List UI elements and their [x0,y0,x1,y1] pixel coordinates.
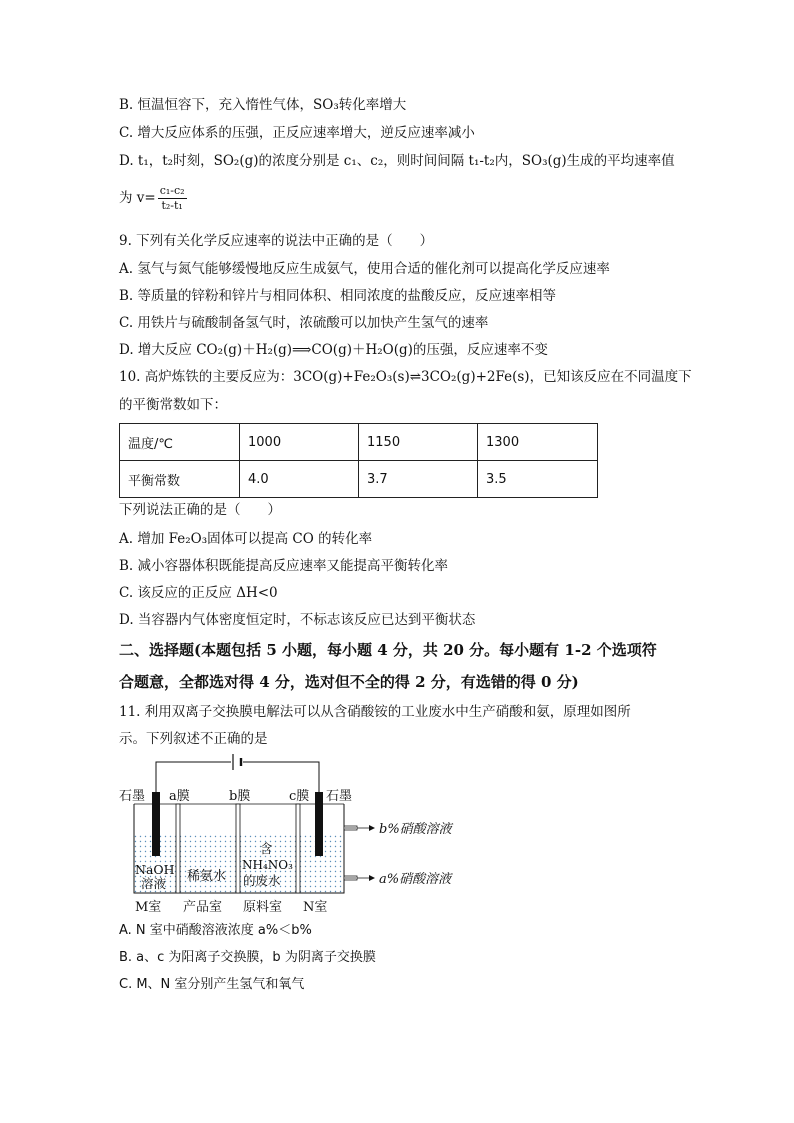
table-cell: 温度/℃ [120,424,240,461]
q8-fraction [158,184,187,213]
label-room-m: M室 [135,900,162,915]
label-outlet-bottom: a%硝酸溶液 [379,872,452,887]
q8-fraction-denominator: t₂-t₁ [161,199,183,212]
label-waste-ammonium-nitrate: NH₄NO₃ [242,858,293,872]
q10-option-d: D. 当容器内气体密度恒定时，不标志该反应已达到平衡状态 [119,612,476,628]
section-heading-line2: 合题意，全都选对得 4 分，选对但不全的得 2 分，有选错的得 0 分) [119,673,579,691]
section-heading-line1: 二、选择题(本题包括 5 小题，每小题 4 分，共 20 分。每小题有 1-2 个选项符 [119,641,657,659]
q8-fraction-numerator: c₁-c₂ [159,184,185,197]
q9-option-c: C. 用铁片与硫酸制备氢气时，浓硫酸可以加快产生氢气的速率 [119,315,489,331]
wire-right [243,762,319,792]
table-cell: 平衡常数 [120,461,240,498]
q9-option-a: A. 氢气与氮气能够缓慢地反应生成氨气，使用合适的催化剂可以提高化学反应速率 [119,261,610,277]
q11-option-b: B. a、c 为阳离子交换膜，b 为阴离子交换膜 [119,950,376,965]
label-dilute-ammonia: 稀氨水 [187,869,227,884]
q10-option-c: C. 该反应的正反应 ΔH<0 [119,585,278,601]
q10-stem-line2: 的平衡常数如下： [119,397,227,413]
label-outlet-top: b%硝酸溶液 [379,822,452,837]
table-cell: 3.5 [478,461,598,498]
graphite-electrode-right [315,792,323,856]
q9-option-b: B. 等质量的锌粉和锌片与相同体积、相同浓度的盐酸反应，反应速率相等 [119,288,557,304]
electrolysis-diagram [119,750,459,916]
label-room-raw: 原料室 [243,900,283,915]
q10-option-a: A. 增加 Fe₂O₃固体可以提高 CO 的转化率 [119,531,373,547]
q10-option-b: B. 减小容器体积既能提高反应速率又能提高平衡转化率 [119,558,449,574]
table-cell: 1300 [478,424,598,461]
label-membrane-a: a膜 [169,789,190,804]
q10-stem-line1: 10. 高炉炼铁的主要反应为：3CO(g)+Fe₂O₃(s)⇌3CO₂(g)+2Fe(s)，已知该反应在不同温度下 [119,369,692,385]
q8-option-d: D. t₁，t₂时刻，SO₂(g)的浓度分别是 c₁、c₂，则时间间隔 t₁-t₂内，SO₃(g)生成的平均速率值 [119,153,675,169]
q9-stem: 9. 下列有关化学反应速率的说法中正确的是（ ） [119,233,434,249]
q8-option-d-formula [119,184,187,213]
wire-left [156,762,231,792]
table-cell: 1000 [240,424,359,461]
label-room-n: N室 [303,900,328,915]
table-cell: 1150 [359,424,478,461]
q8-option-b: B. 恒温恒容下，充入惰性气体，SO₃转化率增大 [119,97,407,113]
q8-formula-prefix: 为 v= [119,190,156,206]
label-naoh: NaOH [135,862,175,877]
table-cell: 4.0 [240,461,359,498]
label-graphite-left: 石墨 [119,789,146,804]
equilibrium-constant-table [119,423,598,498]
label-graphite-right: 石墨 [326,789,353,804]
q10-question: 下列说法正确的是（ ） [119,502,281,518]
q9-option-d: D. 增大反应 CO₂(g)＋H₂(g)⟹CO(g)＋H₂O(g)的压强，反应速率不变 [119,342,548,358]
table-row [120,424,598,461]
membrane-b [236,804,240,893]
q11-option-a: A. N 室中硝酸溶液浓度 a%＜b% [119,923,312,938]
q11-stem-line1: 11. 利用双离子交换膜电解法可以从含硝酸铵的工业废水中生产硝酸和氨，原理如图所 [119,704,631,720]
q8-option-c: C. 增大反应体系的压强，正反应速率增大，逆反应速率减小 [119,125,475,141]
label-waste-water: 的废水 [243,873,281,888]
label-naoh-solution: 溶液 [141,876,167,891]
table-row [120,461,598,498]
label-room-product: 产品室 [183,900,223,915]
membrane-a [176,804,180,893]
arrow-bottom-icon [369,875,375,881]
q11-option-c: C. M、N 室分别产生氢气和氧气 [119,977,305,992]
graphite-electrode-left [152,792,160,856]
label-membrane-b: b膜 [229,789,251,804]
label-waste-contains: 含 [260,841,273,856]
q11-stem-line2: 示。下列叙述不正确的是 [119,731,268,747]
membrane-c [296,804,300,893]
table-cell: 3.7 [359,461,478,498]
arrow-top-icon [369,825,375,831]
label-membrane-c: c膜 [289,789,310,804]
